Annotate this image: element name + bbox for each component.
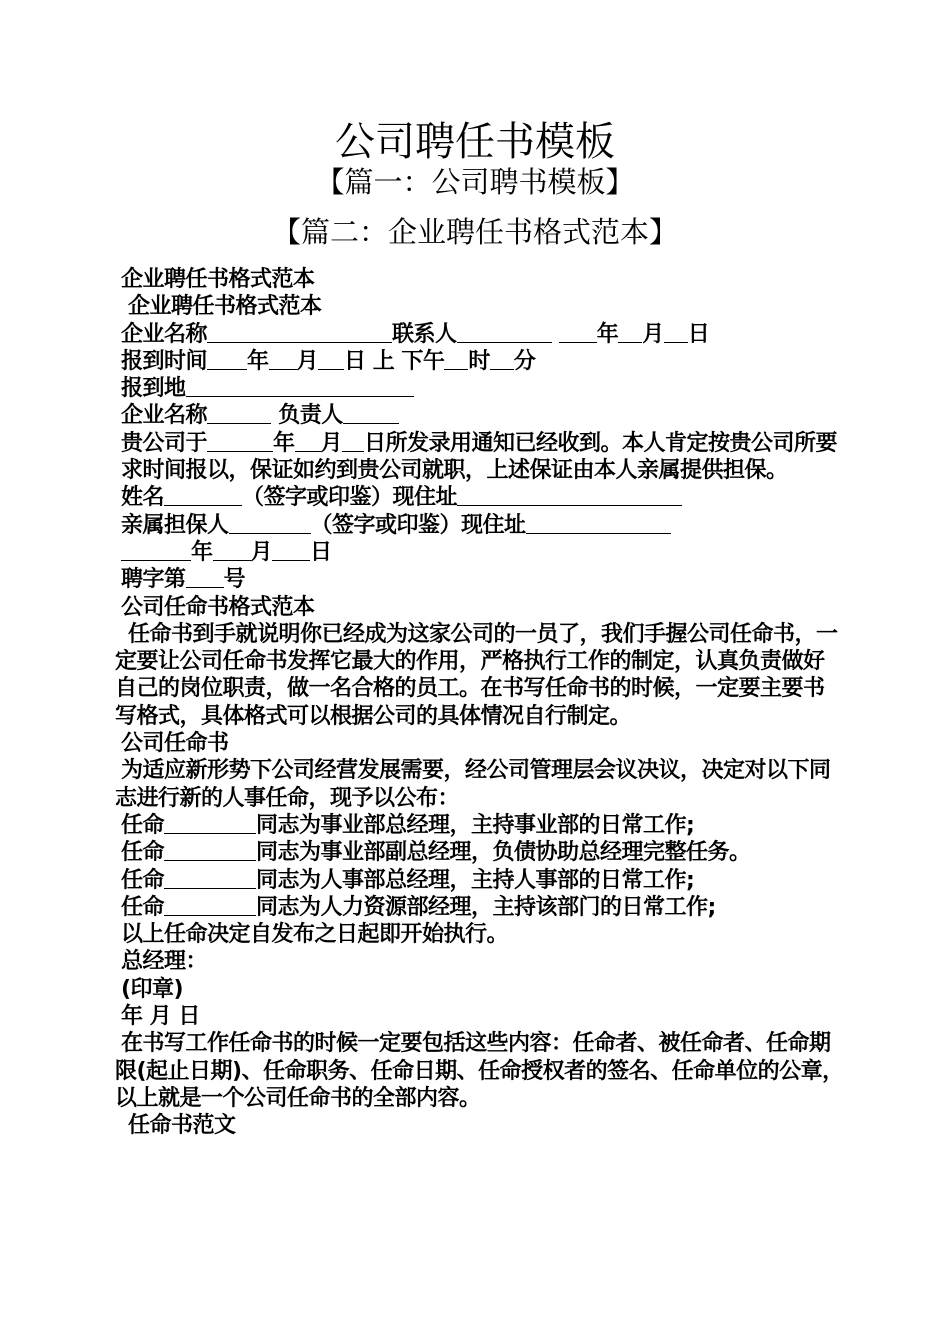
form-line-date: 年 月 日 [115, 539, 845, 566]
blank-line [342, 431, 364, 452]
document-body [115, 266, 845, 1140]
blank-line [207, 431, 273, 452]
blank-line [272, 540, 310, 561]
blank-line [207, 322, 392, 343]
section-heading: 公司任命书 [121, 731, 229, 757]
section-heading: 企业聘任书格式范本 [121, 267, 315, 292]
announcement-paragraph: 为适应新形势下公司经营发展需要，经公司管理层会议决议，决定对以下同志进行新的人事任命，现予以公布： [115, 758, 831, 811]
date-label: 年 月 日 [121, 1004, 200, 1030]
blank-line [559, 322, 597, 343]
form-line-report-time: 报到时间 年 月 日 上 下午 时 分 [121, 348, 536, 374]
blank-line [618, 322, 642, 343]
section-heading: 企业聘任书格式范本 [128, 294, 322, 320]
appointment-line: 任命 同志为事业部总经理，主持事业部的日常工作; [121, 812, 695, 838]
intro-paragraph: 任命书到手就说明你已经成为这家公司的一员了，我们手握公司任命书，一定要让公司任命书发挥它最大的作用，严格执行工作的制定，认真负责做好自己的岗位职责，做一名合格的员工。在书写任命书的时候，一定要主要书写格式，具体格式可以根据公司的具体情况自行制定。 [115, 621, 838, 729]
blank-line [207, 349, 247, 370]
form-line-guarantor: 亲属担保人 （签字或印鉴）现住址 [115, 512, 845, 539]
blank-line [164, 840, 256, 861]
blank-line [213, 540, 251, 561]
blank-line [343, 403, 399, 424]
subtitle-part-one: 【篇一：公司聘书模板】 [315, 165, 635, 199]
section-heading: 公司任命书格式范本 [121, 594, 315, 620]
general-manager-label: 总经理： [121, 949, 208, 975]
form-line-company-person: 企业名称 负责人 [115, 402, 845, 429]
blank-line [295, 431, 321, 452]
form-line-report-place: 报到地 [115, 375, 845, 402]
blank-line [229, 513, 311, 534]
subtitle-part-two: 【篇二：企业聘任书格式范本】 [271, 215, 678, 249]
note-paragraph: 在书写工作任命书的时候一定要包括这些内容：任命者、被任命者、任命期限(起止日期)、任命职务、任命日期、任命授权者的签名、任命单位的公章，以上就是一个公司任命书的全部内容。 [115, 1031, 844, 1111]
blank-line [164, 813, 256, 834]
blank-line [164, 895, 256, 916]
effective-statement: 以上任命决定自发布之日起即开始执行。 [121, 922, 509, 948]
appointment-line: 任命 同志为人力资源部经理，主持该部门的日常工作; [121, 894, 716, 920]
blank-line [121, 540, 191, 561]
form-line-name: 姓名 （签字或印鉴）现住址 [115, 484, 845, 511]
seal-label: (印章) [121, 976, 184, 1002]
document-title: 公司聘任书模板 [335, 119, 615, 165]
blank-line [526, 513, 671, 534]
section-heading: 任命书范文 [128, 1113, 236, 1139]
appointment-line: 任命 同志为人事部总经理，主持人事部的日常工作; [121, 867, 695, 893]
blank-line [457, 322, 552, 343]
blank-line [164, 485, 242, 506]
blank-line [457, 485, 682, 506]
blank-line [186, 567, 224, 588]
blank-line [444, 349, 468, 370]
blank-line [269, 349, 297, 370]
blank-line [664, 322, 688, 343]
blank-line [186, 376, 414, 397]
blank-line [490, 349, 514, 370]
blank-line [207, 403, 271, 424]
form-line-company: 企业名称 联系人 年 月 日 [121, 321, 710, 347]
blank-line [164, 868, 256, 889]
form-line-number: 聘字第 号 [121, 567, 246, 593]
form-paragraph-confirmation: 贵公司于 年 月 日所发录用通知已经收到。本人肯定按贵公司所要求时间报以，保证如约到贵公司就职，上述保证由本人亲属提供担保。 [121, 430, 838, 484]
blank-line [318, 349, 344, 370]
appointment-line: 任命 同志为事业部副总经理，负债协助总经理完整任务。 [121, 840, 751, 866]
